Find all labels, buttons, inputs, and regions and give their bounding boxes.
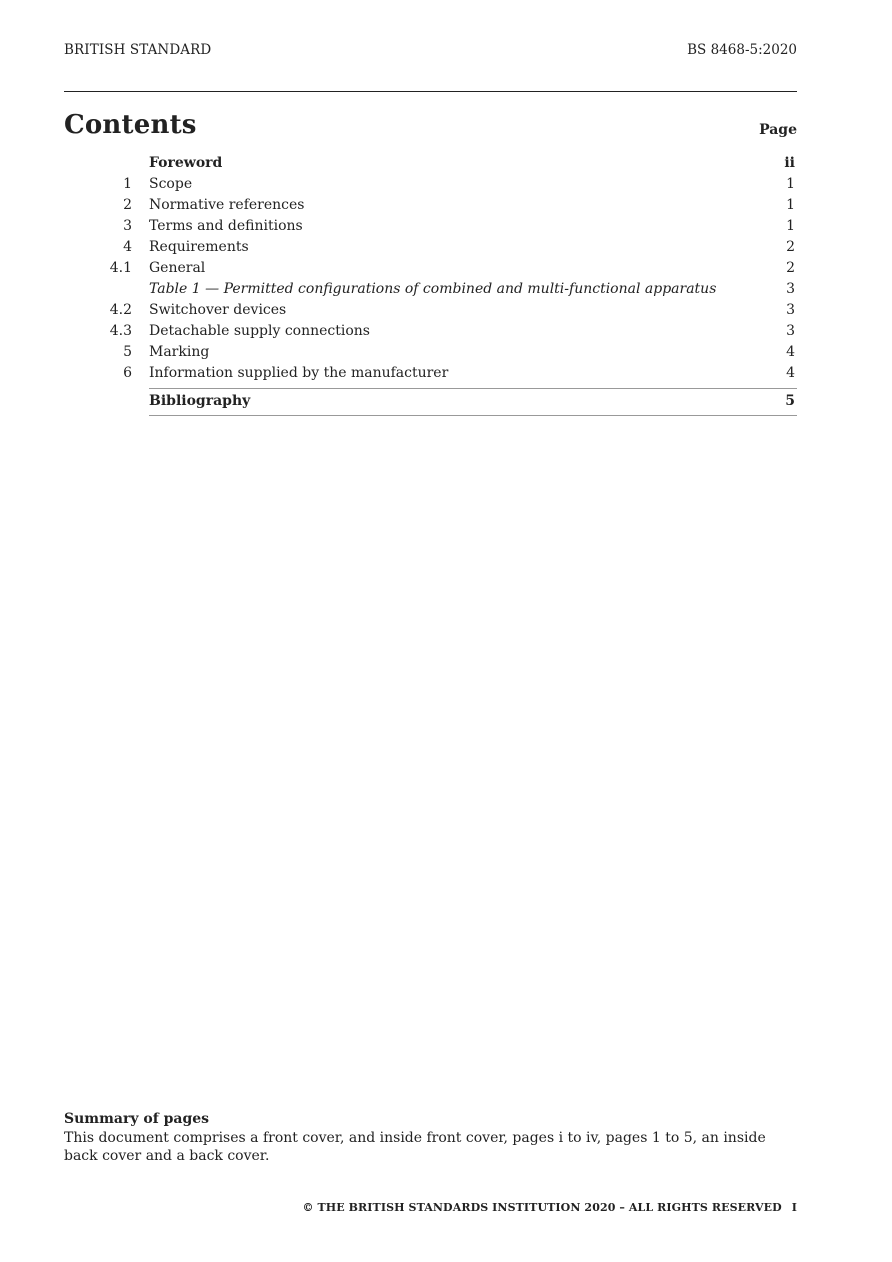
toc-entry-page: 2 <box>786 239 795 255</box>
running-header-left: BRITISH STANDARD <box>64 42 212 58</box>
toc-entry-switchover-devices[interactable] <box>64 300 797 321</box>
toc-entry-title: Marking <box>149 344 210 360</box>
contents-heading: Contents <box>64 110 197 140</box>
toc-entry-title: Requirements <box>149 239 249 255</box>
toc-entry-page: 3 <box>786 323 795 339</box>
toc-entry-title: General <box>149 260 206 276</box>
toc-entry-title: Table 1 — Permitted configurations of combined and multi-functional apparatus <box>149 281 717 297</box>
toc-entry-number: 3 <box>123 218 132 234</box>
toc-entry-number: 4.2 <box>109 302 132 318</box>
toc-entry-page: 2 <box>786 260 795 276</box>
bibliography-bottom-rule <box>149 415 797 416</box>
toc-entry-number: 2 <box>123 197 132 213</box>
toc-entry-page: 1 <box>786 176 795 192</box>
toc-entry-page: ii <box>784 155 795 171</box>
toc-entry-title: Information supplied by the manufacturer <box>149 365 449 381</box>
summary-of-pages-heading: Summary of pages <box>64 1111 210 1127</box>
toc-entry-number: 4.3 <box>109 323 132 339</box>
toc-entry-number: 1 <box>123 176 132 192</box>
header-divider <box>64 91 797 92</box>
toc-entry-title: Switchover devices <box>149 302 287 318</box>
toc-entry-scope[interactable] <box>64 174 797 195</box>
toc-entry-page: 1 <box>786 197 795 213</box>
toc-entry-information-supplied[interactable] <box>64 363 797 384</box>
toc-entry-title: Detachable supply connections <box>149 323 370 339</box>
toc-entry-page: 3 <box>786 281 795 297</box>
toc-entry-normative-references[interactable] <box>64 195 797 216</box>
page-column-heading: Page <box>759 122 797 138</box>
toc-entry-foreword[interactable] <box>64 153 797 174</box>
copyright-notice: © THE BRITISH STANDARDS INSTITUTION 2020 – ALL RIGHTS RESERVED <box>302 1201 782 1214</box>
page-footer <box>302 1201 797 1214</box>
toc-entry-title: Bibliography <box>149 393 251 409</box>
toc-entry-number: 5 <box>123 344 132 360</box>
toc-entry-page: 4 <box>786 344 795 360</box>
toc-entry-title: Terms and definitions <box>149 218 303 234</box>
toc-entry-requirements[interactable] <box>64 237 797 258</box>
toc-entry-bibliography[interactable] <box>64 388 797 415</box>
page-number: I <box>791 1201 797 1214</box>
running-header-right: BS 8468-5:2020 <box>687 42 797 58</box>
toc-entry-page: 3 <box>786 302 795 318</box>
toc-entry-number: 4 <box>123 239 132 255</box>
toc-entry-number: 4.1 <box>109 260 132 276</box>
toc-entry-title: Normative references <box>149 197 305 213</box>
toc-entry-number: 6 <box>123 365 132 381</box>
summary-of-pages-text: This document comprises a front cover, and inside front cover, pages i to iv, pages 1 to 5, an inside back cover and a back cover. <box>64 1130 766 1164</box>
toc-entry-page: 1 <box>786 218 795 234</box>
toc-entry-terms-and-definitions[interactable] <box>64 216 797 237</box>
toc-entry-title: Scope <box>149 176 193 192</box>
table-of-contents <box>64 153 797 415</box>
toc-entry-marking[interactable] <box>64 342 797 363</box>
toc-entry-table-1[interactable] <box>64 279 797 300</box>
toc-entry-page: 4 <box>786 365 795 381</box>
toc-entry-general[interactable] <box>64 258 797 279</box>
toc-entry-page: 5 <box>785 393 795 409</box>
toc-entry-title: Foreword <box>149 155 223 171</box>
toc-entry-detachable-supply-connections[interactable] <box>64 321 797 342</box>
